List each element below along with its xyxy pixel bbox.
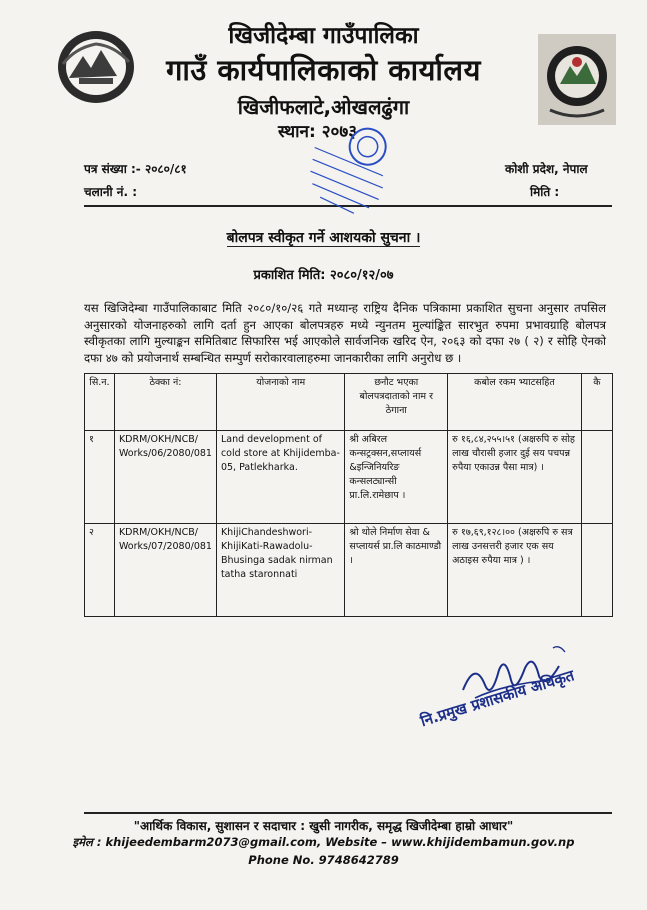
cell-remark bbox=[581, 524, 612, 617]
published-date: प्रकाशित मिति: २०८०/१२/०७ bbox=[253, 268, 394, 283]
cell-remark bbox=[581, 431, 612, 524]
col-contract: ठेक्का नं: bbox=[114, 374, 216, 431]
cell-project: Land development of cold store at Khijidemba-05, Patlekharka. bbox=[216, 431, 344, 524]
establishment-place: स्थान: २०७३ bbox=[278, 122, 358, 142]
office-address: खिजीफलाटे,ओखलढुंगा bbox=[237, 95, 410, 119]
cell-contract: KDRM/OKH/NCB/ Works/06/2080/081 bbox=[114, 431, 216, 524]
footer-contact: इमेल : khijeedembarm2073@gmail.com, Website – www.khijidembamun.gov.np bbox=[72, 835, 575, 849]
notice-body: यस खिजिदेम्बा गाउँपालिकाबाट मिति २०८०/१०/२६ गते मध्यान्ह राष्ट्रिय दैनिक पत्रिकामा प्रकाशित सुचना अनुसार तपसिल अनुसारको योजनाहरुको लागि दर्ता हुन आएका बोलपत्रहरु मध्ये न्युनतम मुल्यांङ्कित सारभुत रुपमा प्रभावग्राहि बोलपत्र स्वीकृतका लागि मुल्याङ्कन समितिबाट सिफारिस भई आएकोले सार्वजनिक खरिद ऐन, २०६३ को दफा २७ ( २) र सोहि ऐनको दफा ४७ को प्रयोजनार्थ सम्बन्धित सम्पुर्ण सरोकारवालाहरुमा जानकारीका लागि अनुरोध छ । bbox=[84, 301, 606, 365]
table-row bbox=[85, 524, 613, 617]
province-label: कोशी प्रदेश, नेपाल bbox=[505, 162, 588, 176]
col-amount: कबोल रकम भ्याटसहित bbox=[448, 374, 582, 431]
footer-phone: Phone No. 9748642789 bbox=[248, 853, 399, 867]
cell-serial: २ bbox=[85, 524, 115, 617]
bid-table bbox=[84, 373, 613, 617]
footer-slogan: "आर्थिक विकास, सुशासन र सदाचार : खुसी नागरीक, समृद्ध खिजीदेम्बा हाम्रो आधार" bbox=[133, 819, 514, 833]
col-serial: सि.न. bbox=[85, 374, 115, 431]
footer-divider bbox=[84, 812, 612, 814]
office-name: गाउँ कार्यपालिकाको कार्यालय bbox=[166, 53, 481, 87]
col-project: योजनाको नाम bbox=[216, 374, 344, 431]
signatory-title: नि.प्रमुख प्रशासकीय अधिकृत bbox=[418, 666, 577, 731]
date-label: मिति : bbox=[530, 185, 560, 199]
dispatch-number: चलानी नं. : bbox=[84, 185, 138, 199]
notice-title: बोलपत्र स्वीकृत गर्ने आशयको सुचना । bbox=[226, 230, 421, 246]
table-row bbox=[85, 431, 613, 524]
cell-bidder: श्रो थोले निर्माण सेवा & सप्लायर्स प्रा.लि काठमाण्डौ । bbox=[345, 524, 448, 617]
cell-serial: १ bbox=[85, 431, 115, 524]
table-header-row bbox=[85, 374, 613, 431]
municipality-name: खिजीदेम्बा गाउँपालिका bbox=[228, 23, 419, 49]
cell-contract: KDRM/OKH/NCB/ Works/07/2080/081 bbox=[114, 524, 216, 617]
cell-bidder: श्री अबिरल कन्सट्रक्सन,सप्लायर्स &इन्जिनियरिङ कन्सलट्यान्सी प्रा.लि.रामेछाप । bbox=[345, 431, 448, 524]
col-bidder: छनौट भएका बोलपत्रदाताको नाम र ठेगाना bbox=[345, 374, 448, 431]
letter-number: पत्र संख्या :- २०८०/८१ bbox=[84, 162, 187, 176]
cell-amount: रु १६,८४,२५५।५१ (अक्षरुपि रु सोह लाख चौरासी हजार दुई सय पचपन्न रुपैया एकाउन्न पैसा मात्र) । bbox=[448, 431, 582, 524]
cell-project: KhijiChandeshwori-KhijiKati-Rawadolu-Bhusinga sadak nirman tatha staronnati bbox=[216, 524, 344, 617]
col-remark: कै bbox=[581, 374, 612, 431]
cell-amount: रु १७,६९,१२८।०० (अक्षरुपि रु सत्र लाख उनसत्तरी हजार एक सय अठाइस रुपैया मात्र ) । bbox=[448, 524, 582, 617]
office-stamp bbox=[305, 122, 395, 222]
